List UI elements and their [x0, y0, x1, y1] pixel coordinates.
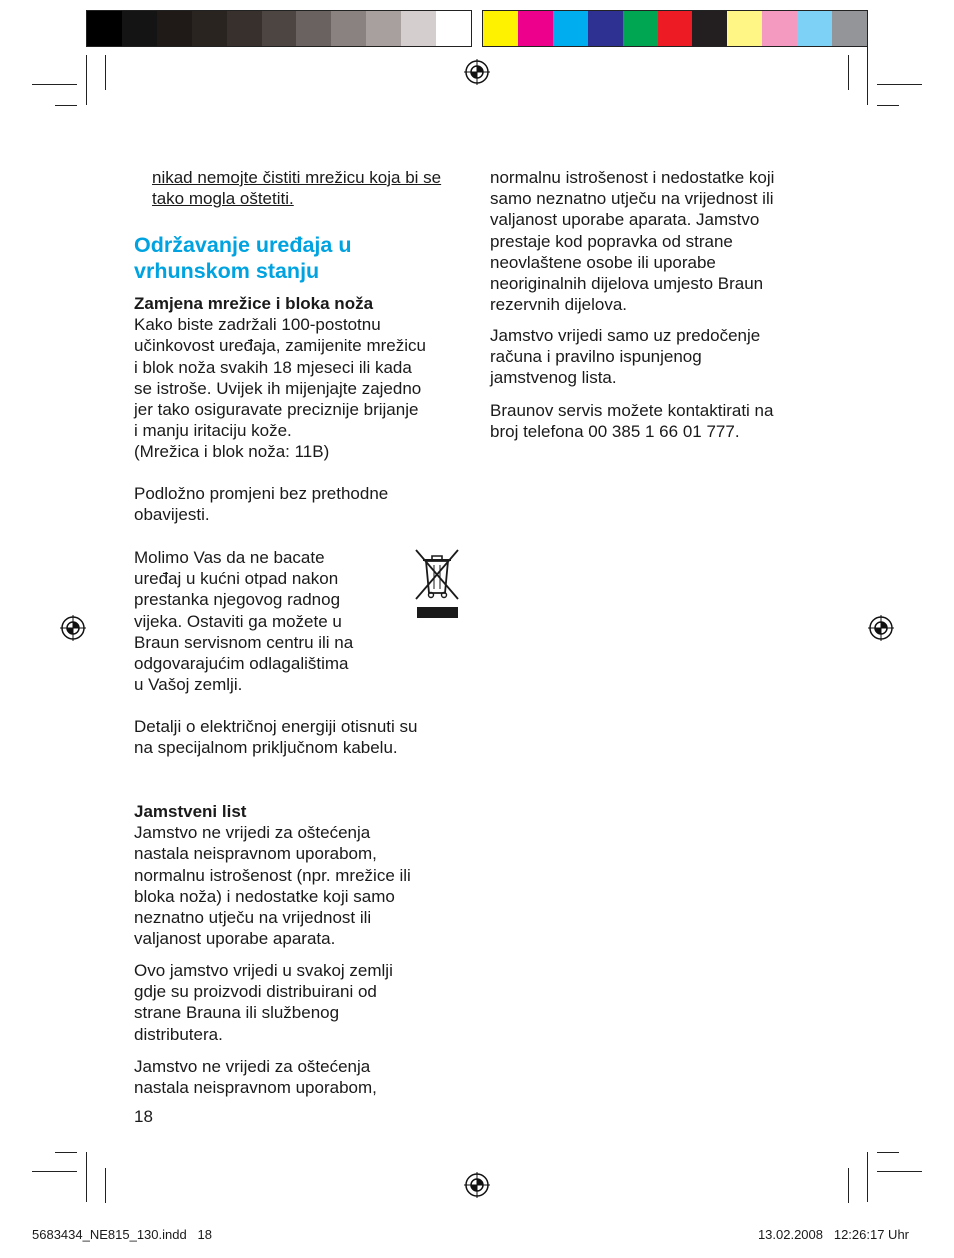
- grayscale-color-bar: [86, 10, 472, 47]
- text-line: gdje su proizvodi distribuirani od: [134, 982, 377, 1002]
- electrical-paragraph: [134, 716, 464, 758]
- text-line: učinkovost uređaja, zamijenite mrežicu: [134, 336, 426, 356]
- crop-mark: [848, 55, 849, 90]
- paragraph: [134, 822, 464, 949]
- color-swatch: [227, 11, 262, 46]
- text-line: u Vašoj zemlji.: [134, 675, 243, 695]
- color-swatch: [436, 11, 471, 46]
- crossed-out-bin-icon: [412, 547, 462, 621]
- color-swatch: [797, 11, 832, 46]
- footer-file-info: 5683434_NE815_130.indd 18: [32, 1227, 212, 1242]
- color-swatch: [692, 11, 727, 46]
- text-line: jamstvenog lista.: [490, 368, 617, 388]
- crop-mark: [877, 1152, 899, 1153]
- text-line: uređaj u kućni otpad nakon: [134, 569, 339, 589]
- crop-mark: [877, 105, 899, 106]
- crop-mark: [86, 1152, 87, 1202]
- color-swatch: [262, 11, 297, 46]
- text-line: prestaje kod popravka od strane: [490, 231, 733, 251]
- subheading: Zamjena mrežice i bloka noža: [134, 294, 374, 313]
- replacement-section: [134, 293, 464, 463]
- process-color-bar: [482, 10, 868, 47]
- crop-mark: [877, 84, 922, 85]
- color-swatch: [727, 11, 762, 46]
- color-swatch: [296, 11, 331, 46]
- crop-mark: [86, 55, 87, 105]
- text-line: Jamstvo vrijedi samo uz predočenje: [490, 326, 761, 345]
- color-swatch: [192, 11, 227, 46]
- disposal-paragraph: [134, 547, 394, 695]
- color-swatch: [658, 11, 693, 46]
- heading-line: Održavanje uređaja u: [134, 233, 352, 257]
- text-line: Ovo jamstvo vrijedi u svakoj zemlji: [134, 961, 393, 980]
- color-swatch: [518, 11, 553, 46]
- text-line: distributera.: [134, 1024, 223, 1044]
- right-paragraph: [490, 400, 820, 442]
- registration-mark-icon: [464, 1172, 490, 1198]
- text-line: i manju iritaciju kože.: [134, 421, 292, 441]
- color-swatch: [157, 11, 192, 46]
- color-swatch: [122, 11, 157, 46]
- crop-mark: [55, 1152, 77, 1153]
- paragraph: [134, 314, 464, 462]
- color-swatch: [401, 11, 436, 46]
- warranty-section: [134, 801, 464, 949]
- text-line: nastala neispravnom uporabom,: [134, 1078, 377, 1098]
- color-swatch: [762, 11, 797, 46]
- subheading: Jamstveni list: [134, 802, 247, 821]
- text-line: normalnu istrošenost i nedostatke koji: [490, 168, 775, 187]
- right-paragraph: [490, 167, 820, 315]
- crop-mark: [877, 1171, 922, 1172]
- crop-mark: [867, 30, 868, 105]
- text-line: valjanost uporabe aparata. Jamstvo: [490, 210, 760, 230]
- text-line: Molimo Vas da ne bacate: [134, 548, 325, 567]
- text-line: odgovarajućim odlagalištima: [134, 654, 349, 674]
- text-line: (Mrežica i blok noža: 11B): [134, 442, 330, 462]
- text-line: valjanost uporabe aparata.: [134, 929, 336, 949]
- text-line: Kako biste zadržali 100-postotnu: [134, 315, 381, 335]
- text-line: Detalji o električnoj energiji otisnuti su: [134, 717, 418, 736]
- registration-mark-icon: [868, 615, 894, 641]
- crop-mark: [55, 105, 77, 106]
- text-line: nastala neispravnom uporabom,: [134, 844, 377, 864]
- text-line: prestanka njegovog radnog: [134, 590, 341, 610]
- notice-paragraph: [134, 483, 464, 525]
- text-line: obavijesti.: [134, 505, 210, 525]
- text-line: Braunov servis možete kontaktirati na: [490, 401, 774, 420]
- warranty-paragraph: [134, 960, 464, 1045]
- color-swatch: [87, 11, 122, 46]
- text-line: na specijalnom priključnom kabelu.: [134, 738, 398, 758]
- color-swatch: [553, 11, 588, 46]
- text-line: rezervnih dijelova.: [490, 295, 628, 315]
- text-line: Braun servisnom centru ili na: [134, 632, 354, 652]
- text-line: računa i pravilno ispunjenog: [490, 347, 702, 367]
- registration-mark-icon: [60, 615, 86, 641]
- color-swatch: [366, 11, 401, 46]
- right-paragraph: [490, 325, 820, 389]
- text-line: neznatno utječu na vrijednost ili: [134, 908, 372, 928]
- text-line: broj telefona 00 385 1 66 01 777.: [490, 422, 740, 442]
- text-line: Jamstvo ne vrijedi za oštećenja: [134, 823, 371, 843]
- footer-datetime: 13.02.2008 12:26:17 Uhr: [757, 1227, 909, 1242]
- crop-mark: [105, 1168, 106, 1203]
- text-line: normalnu istrošenost (npr. mrežice ili: [134, 865, 411, 885]
- crop-mark: [32, 1171, 77, 1172]
- crop-mark: [105, 55, 106, 90]
- text-line: strane Brauna ili službenog: [134, 1003, 340, 1023]
- color-swatch: [832, 11, 867, 46]
- crop-mark: [32, 84, 77, 85]
- text-line: i blok noža svakih 18 mjeseci ili kada: [134, 357, 412, 377]
- text-line: Podložno promjeni bez prethodne: [134, 484, 389, 503]
- registration-mark-icon: [464, 59, 490, 85]
- text-line: Jamstvo ne vrijedi za oštećenja: [134, 1057, 371, 1076]
- color-swatch: [623, 11, 658, 46]
- text-line: jer tako osiguravate preciznije brijanje: [134, 400, 419, 420]
- color-swatch: [331, 11, 366, 46]
- text-line: bloka noža) i nedostatke koji samo: [134, 886, 395, 906]
- color-swatch: [483, 11, 518, 46]
- crop-mark: [848, 1168, 849, 1203]
- continuation-text: [152, 167, 452, 209]
- warranty-paragraph: [134, 1056, 464, 1098]
- text-line: neoriginalnih dijelova umjesto Braun: [490, 274, 764, 294]
- crop-mark: [867, 1152, 868, 1202]
- text-line: neovlaštene osobe ili uporabe: [490, 252, 716, 272]
- color-swatch: [588, 11, 623, 46]
- continuation-line: nikad nemojte čistiti mrežicu koja bi se tako mogla oštetiti.: [152, 168, 442, 209]
- text-line: samo neznatno utječu na vrijednost ili: [490, 189, 774, 209]
- section-heading: [134, 232, 454, 284]
- text-line: vijeka. Ostaviti ga možete u: [134, 611, 342, 631]
- text-line: se istroše. Uvijek ih mijenjajte zajedno: [134, 378, 422, 398]
- page-number: 18: [134, 1107, 153, 1126]
- heading-line: vrhunskom stanju: [134, 259, 320, 283]
